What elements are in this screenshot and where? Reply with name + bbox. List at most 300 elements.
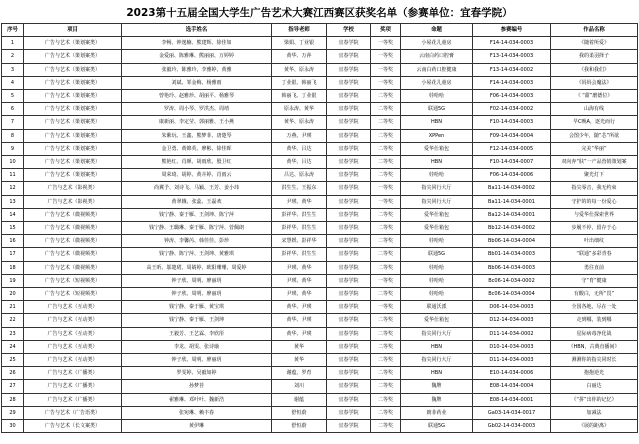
cell-entry-id: F02-14-034-0002 [473,103,551,116]
cell-topic: 娃哈哈 [401,261,473,274]
cell-advisor: 谢蕴、罗育 [272,367,327,380]
cell-topic: 小屋花儿童房 [401,76,473,89]
table-row [2,195,638,208]
cell-entry-id: Gb02-14-034-0003 [473,420,551,433]
cell-index: 5 [2,90,24,103]
table-row [2,182,638,195]
table-row [2,90,638,103]
cell-award: 一等奖 [371,37,401,50]
col-header-contestants: 选手姓名 [122,24,272,37]
cell-index: 8 [2,129,24,142]
cell-award: 一等奖 [371,274,401,287]
cell-award: 二等奖 [371,393,401,406]
cell-advisor: 黄华、原永涛 [272,116,327,129]
cell-school: 宜春学院 [327,116,371,129]
cell-entry-id: Ba11-14-034-0001 [473,195,551,208]
cell-work-title: 双向奔“肤”一产品营销策划案 [551,156,638,169]
cell-project: 广告与艺术（策划案类） [24,142,122,155]
table-row [2,116,638,129]
cell-award: 一等奖 [371,63,401,76]
cell-entry-id: Bc06-14-034-0004 [473,288,551,301]
table-row [2,327,638,340]
cell-contestants: 钟子欣、周明、廖丽玥 [122,354,272,367]
cell-project: 广告与艺术（影视类） [24,195,122,208]
cell-work-title: 有酸白，无所“畏” [551,288,638,301]
cell-entry-id: F06-14-034-0003 [473,90,551,103]
cell-advisor: 刘川 [272,380,327,393]
cell-work-title: 山海有线 [551,103,638,116]
cell-school: 宜春学院 [327,380,371,393]
cell-school: 宜春学院 [327,169,371,182]
cell-school: 宜春学院 [327,37,371,50]
cell-contestants: 高王昕、邬楚珺、周婧婷、欧阳珊珊、周爱婷 [122,261,272,274]
cell-advisor: 黄华 [272,354,327,367]
cell-advisor: 黄华、原永涛 [272,63,327,76]
cell-project: 广告与艺术（互动类） [24,314,122,327]
table-row [2,354,638,367]
cell-topic: 娃哈哈 [401,274,473,287]
cell-award: 二等奖 [371,116,401,129]
page-title: 2023第十五届全国大学生广告艺术大赛江西赛区获奖名单（参赛单位：宜春学院） [126,7,513,19]
table-row [2,156,638,169]
cell-school: 宜春学院 [327,195,371,208]
cell-contestants: 刘斌、邹金梅、杨雅雨 [122,76,272,89]
cell-topic: 联通5G [401,248,473,261]
cell-topic: HBN [401,156,473,169]
cell-award: 二等奖 [371,261,401,274]
cell-advisor: 宋慧媛、彭祥华 [272,235,327,248]
cell-index: 30 [2,420,24,433]
cell-school: 宜春学院 [327,261,371,274]
cell-school: 宜春学院 [327,406,371,419]
cell-topic: 指尖同行大厅 [401,195,473,208]
table-header-row [2,24,638,37]
cell-index: 10 [2,156,24,169]
cell-award: 二等奖 [371,288,401,301]
cell-school: 宜春学院 [327,301,371,314]
cell-entry-id: F13-14-034-0002 [473,63,551,76]
cell-contestants: 金爱丽、陈雅琳、熊丽丽、万婷婷 [122,50,272,63]
cell-entry-id: F09-14-034-0004 [473,129,551,142]
table-row [2,420,638,433]
table-row [2,288,638,301]
cell-award: 二等奖 [371,327,401,340]
cell-index: 11 [2,169,24,182]
cell-contestants: 孙梦苔 [122,380,272,393]
cell-advisor: 彭祥华、洪生生 [272,222,327,235]
cell-project: 广告与艺术（影视类） [24,182,122,195]
cell-index: 17 [2,248,24,261]
cell-work-title: 叶出细纹 [551,235,638,248]
cell-contestants: 翟雅琳、邓叶叶、魏新浩 [122,393,272,406]
cell-project: 广告与艺术（策划案类） [24,50,122,63]
cell-contestants: 张宛琳、赖丰春 [122,406,272,419]
cell-contestants: 熊艳红、肖颜、胡雨欣、殷卫红 [122,156,272,169]
cell-school: 宜春学院 [327,327,371,340]
cell-entry-id: D06-14-034-0003 [473,301,551,314]
cell-index: 16 [2,235,24,248]
cell-award: 二等奖 [371,406,401,419]
col-header-school: 学校 [327,24,371,37]
cell-contestants: 朱紫玩、王鑫、熊梦菲、唐楚琴 [122,129,272,142]
cell-index: 29 [2,406,24,419]
cell-entry-id: F10-14-034-0007 [473,156,551,169]
table-row [2,274,638,287]
cell-project: 广告与艺术（策划案类） [24,116,122,129]
table-row [2,103,638,116]
cell-advisor: 韩丽飞、丁业银 [272,90,327,103]
cell-topic: 爱华仕箱包 [401,222,473,235]
cell-entry-id: D11-14-034-0003 [473,354,551,367]
cell-topic: 朗菲药业 [401,406,473,419]
cell-topic: 指尖同行大厅 [401,182,473,195]
cell-work-title: 《妈妈会魔法》 [551,76,638,89]
cell-contestants: 钱宁静、秦于雁、王剑坤、陈宁萍 [122,208,272,221]
cell-work-title: 测测你的指尖同时长 [551,354,638,367]
cell-entry-id: F14-14-034-0003 [473,76,551,89]
cell-work-title: 守“育”健康 [551,274,638,287]
cell-entry-id: F06-14-034-0006 [473,169,551,182]
cell-award: 二等奖 [371,222,401,235]
cell-project: 广告与艺术（微视频类） [24,261,122,274]
cell-index: 28 [2,393,24,406]
cell-school: 宜春学院 [327,50,371,63]
table-row [2,406,638,419]
cell-topic: 联通5G [401,420,473,433]
cell-topic: 指尖同行大厅 [401,327,473,340]
cell-award: 二等奖 [371,340,401,353]
cell-award: 一等奖 [371,301,401,314]
cell-advisor: 尹瑛、黄华 [272,274,327,287]
cell-work-title: 《HBN，古典直播间》 [551,340,638,353]
cell-project: 广告与艺术（互动类） [24,327,122,340]
cell-award: 二等奖 [371,103,401,116]
cell-advisor: 万燕、尹瑛 [272,129,327,142]
cell-entry-id: F13-14-034-0003 [473,50,551,63]
cell-topic: 爱华仕箱包 [401,314,473,327]
cell-work-title: 抱抱逆光 [551,367,638,380]
cell-school: 宜春学院 [327,129,371,142]
cell-work-title: 星际病毒净化战 [551,327,638,340]
cell-project: 广告与艺术（短视频类） [24,274,122,287]
cell-advisor: 黄华、尹瑛 [272,301,327,314]
cell-topic: 魏牌 [401,393,473,406]
cell-work-title: 加减法 [551,406,638,419]
table-row [2,76,638,89]
cell-entry-id: Bb06-14-034-0003 [473,261,551,274]
cell-topic: 爱华仕箱包 [401,208,473,221]
table-row [2,208,638,221]
cell-index: 6 [2,103,24,116]
cell-project: 广告与艺术（策划案类） [24,63,122,76]
table-row [2,380,638,393]
cell-topic: 指尖同行大厅 [401,354,473,367]
cell-index: 20 [2,288,24,301]
cell-work-title: 《“拼”出你的记忆》 [551,393,638,406]
cell-entry-id: D11-14-034-0002 [473,327,551,340]
cell-index: 12 [2,182,24,195]
cell-school: 宜春学院 [327,354,371,367]
cell-contestants: 王毅芳、王艺霖、李欣彤 [122,327,272,340]
cell-work-title: 《 “甜”磨德位》 [551,90,638,103]
cell-entry-id: F10-14-034-0003 [473,116,551,129]
cell-entry-id: Bb12-14-034-0002 [473,222,551,235]
cell-index: 27 [2,380,24,393]
cell-work-title: 早C晚A，逐光而行 [551,116,638,129]
cell-contestants: 钟涛、李馨芮、韩佳佳、彭珍 [122,235,272,248]
cell-advisor: 舒恒蔚 [272,420,327,433]
cell-school: 宜春学院 [327,235,371,248]
cell-award: 二等奖 [371,208,401,221]
cell-work-title: 步履不停，留存于心 [551,222,638,235]
cell-entry-id: E10-14-034-0006 [473,367,551,380]
cell-school: 宜春学院 [327,222,371,235]
cell-school: 宜春学院 [327,156,371,169]
cell-index: 13 [2,195,24,208]
cell-contestants: 罗雯婷、吴毅如婷 [122,367,272,380]
cell-index: 7 [2,116,24,129]
table-row [2,142,638,155]
cell-advisor: 吕达、原永涛 [272,169,327,182]
cell-topic: 小屋花儿童房 [401,37,473,50]
cell-contestants: 钟子欣、周明、廖丽玥 [122,288,272,301]
cell-work-title: 白丽达 [551,380,638,393]
cell-project: 广告与艺术（策划案类） [24,103,122,116]
cell-work-title: 《随着所爱》 [551,37,638,50]
cell-award: 二等奖 [371,129,401,142]
cell-entry-id: E08-14-034-0001 [473,393,551,406]
cell-project: 广告与艺术（互动类） [24,340,122,353]
cell-contestants: 张毅玲、陈雅玲、李雅婷、黄雅 [122,63,272,76]
cell-contestants: 钱宁静、秦于雁、黄宝琪 [122,301,272,314]
cell-contestants: 罗涛、周小琴、罗洪杰、周靖 [122,103,272,116]
cell-contestants: 黄翠娥、张蕊、王磊欢 [122,195,272,208]
cell-contestants: 金卫勇、黄锦英、廖彬、徐佳晖 [122,142,272,155]
cell-advisor: 黄华、吕达 [272,156,327,169]
cell-entry-id: D12-14-034-0003 [473,314,551,327]
cell-advisor: 黄华、尹瑛 [272,327,327,340]
cell-advisor: 尹瑛、黄华 [272,288,327,301]
cell-work-title: 全国各地，尽在一处 [551,301,638,314]
cell-advisor: 彭祥华、洪生生 [272,248,327,261]
cell-topic: 联通5G [401,103,473,116]
cell-entry-id: F12-14-034-0005 [473,142,551,155]
cell-advisor: 舒恒蔚 [272,406,327,419]
cell-advisor: 黄华、尹瑛 [272,314,327,327]
cell-topic: 云南白药口腔健康 [401,63,473,76]
cell-project: 广告与艺术（策划案类） [24,76,122,89]
cell-topic: 娃哈哈 [401,235,473,248]
cell-project: 广告与艺术（广告语类） [24,406,122,419]
cell-index: 18 [2,261,24,274]
cell-award: 二等奖 [371,169,401,182]
cell-project: 广告与艺术（策划案类） [24,90,122,103]
cell-school: 宜春学院 [327,274,371,287]
cell-award: 二等奖 [371,156,401,169]
cell-award: 二等奖 [371,90,401,103]
cell-entry-id: D10-14-034-0003 [473,340,551,353]
cell-index: 3 [2,63,24,76]
cell-work-title: 我的柔羽择子 [551,50,638,63]
table-row [2,169,638,182]
cell-topic: HBN [401,340,473,353]
cell-award: 二等奖 [371,142,401,155]
cell-school: 宜春学院 [327,76,371,89]
cell-project: 广告与艺术（互动类） [24,354,122,367]
cell-school: 宜春学院 [327,208,371,221]
table-row [2,50,638,63]
cell-project: 广告与艺术（微视频类） [24,208,122,221]
cell-topic: 魏牌 [401,380,473,393]
cell-award: 一等奖 [371,182,401,195]
cell-topic: XPPen [401,129,473,142]
cell-index: 25 [2,354,24,367]
col-header-project: 项目 [24,24,122,37]
cell-topic: HBN [401,116,473,129]
cell-work-title: 与爱华仕探索世界 [551,208,638,221]
cell-work-title: 守护的的每一份爱心 [551,195,638,208]
cell-topic: 娃哈哈 [401,90,473,103]
cell-project: 广告与艺术（微视频类） [24,222,122,235]
cell-advisor: 梁娟、丁业银 [272,37,327,50]
table-row [2,222,638,235]
cell-school: 宜春学院 [327,420,371,433]
cell-contestants: 周荣琦、胡婷、黄卉婷、肖雨云 [122,169,272,182]
cell-contestants: 黄伊琳 [122,420,272,433]
cell-index: 26 [2,367,24,380]
cell-work-title: 《我和我们》 [551,63,638,76]
cell-contestants: 钱宁静、陈宁萍、王剑坤、黄雅琪 [122,248,272,261]
cell-project: 广告与艺术（策划案类） [24,169,122,182]
cell-advisor: 彭祥华、洪生生 [272,208,327,221]
cell-index: 24 [2,340,24,353]
cell-award: 二等奖 [371,235,401,248]
cell-contestants: 康新丽、李定莹、郭丽雅、王小燕 [122,116,272,129]
table-row [2,235,638,248]
cell-project: 广告与艺术（长文案类） [24,420,122,433]
table-row [2,248,638,261]
cell-school: 宜春学院 [327,142,371,155]
cell-entry-id: Ba12-14-034-0001 [473,208,551,221]
cell-school: 宜春学院 [327,182,371,195]
cell-school: 宜春学院 [327,288,371,301]
cell-index: 22 [2,314,24,327]
col-header-advisor: 指导老师 [272,24,327,37]
cell-award: 二等奖 [371,354,401,367]
table-row [2,367,638,380]
cell-contestants: 李畅、钟逸楠、熊建辉、徐佳如 [122,37,272,50]
cell-entry-id: Bc06-14-034-0002 [473,274,551,287]
cell-advisor: 尹瑛、黄华 [272,261,327,274]
cell-advisor: 谢蕴 [272,393,327,406]
cell-topic: 娃哈哈 [401,288,473,301]
cell-work-title: “联通”多彩青春 [551,248,638,261]
cell-work-title: 走到哪，装到哪 [551,314,638,327]
cell-award: 二等奖 [371,367,401,380]
cell-entry-id: Bb06-14-034-0004 [473,235,551,248]
table-row [2,340,638,353]
table-row [2,37,638,50]
table-row [2,314,638,327]
cell-entry-id: F14-14-034-0003 [473,37,551,50]
cell-advisor: 黄华、万萍 [272,50,327,63]
cell-index: 15 [2,222,24,235]
cell-work-title: 指尖零音，我无约束 [551,182,638,195]
cell-school: 宜春学院 [327,248,371,261]
cell-contestants: 钱宁静、秦于雁、王剑坤 [122,314,272,327]
cell-work-title: 会图少年，随“芯”所欲 [551,129,638,142]
cell-work-title: 聚光灯下 [551,169,638,182]
cell-project: 广告与艺术（策划案类） [24,156,122,169]
cell-index: 23 [2,327,24,340]
cell-index: 9 [2,142,24,155]
col-header-work-title: 作品名称 [551,24,638,37]
cell-project: 广告与艺术（互动类） [24,301,122,314]
cell-topic: 爱华仕箱包 [401,142,473,155]
col-header-award: 奖项 [371,24,401,37]
awards-table [1,23,638,433]
cell-index: 21 [2,301,24,314]
cell-contestants: 李龙、胡雯、张诗瑜 [122,340,272,353]
col-header-topic: 命题 [401,24,473,37]
cell-school: 宜春学院 [327,340,371,353]
col-header-index: 序号 [2,24,24,37]
cell-award: 二等奖 [371,248,401,261]
cell-school: 宜春学院 [327,63,371,76]
table-row [2,129,638,142]
cell-award: 二等奖 [371,420,401,433]
cell-entry-id: Ga03-14-034-0017 [473,406,551,419]
cell-topic: HBN [401,367,473,380]
col-header-entry-id: 参赛编号 [473,24,551,37]
cell-topic: 联通沃派 [401,301,473,314]
cell-project: 广告与艺术（微视频类） [24,248,122,261]
cell-contestants: 钱宁静、王璐琳、秦于雁、陈宁萍、菅佩朗 [122,222,272,235]
cell-project: 广告与艺术（广播类） [24,380,122,393]
table-row [2,393,638,406]
cell-topic: 云南白药口腔膏 [401,50,473,63]
cell-work-title: 《展的距离》 [551,420,638,433]
cell-contestants: 钟子欣、周明、廖丽玥 [122,274,272,287]
cell-contestants: 曾艳玲、赵雅珍、胡丽平、杨雅琴 [122,90,272,103]
cell-award: 一等奖 [371,195,401,208]
cell-project: 广告与艺术（广播类） [24,367,122,380]
cell-advisor: 黄华、吕达 [272,142,327,155]
cell-project: 广告与艺术（微视频类） [24,235,122,248]
cell-award: 一等奖 [371,50,401,63]
cell-school: 宜春学院 [327,367,371,380]
cell-project: 广告与艺术（策划案类） [24,37,122,50]
cell-award: 二等奖 [371,380,401,393]
cell-work-title: 完美“华丽” [551,142,638,155]
cell-advisor: 洪生生、王振东 [272,182,327,195]
cell-entry-id: Ba11-14-034-0002 [473,182,551,195]
cell-entry-id: E08-14-034-0004 [473,380,551,393]
cell-award: 一等奖 [371,76,401,89]
cell-school: 宜春学院 [327,393,371,406]
cell-index: 4 [2,76,24,89]
table-row [2,261,638,274]
cell-project: 广告与艺术（广播类） [24,393,122,406]
cell-school: 宜春学院 [327,314,371,327]
cell-topic: 娃哈哈 [401,169,473,182]
cell-project: 广告与艺术（策划案类） [24,129,122,142]
cell-entry-id: Bb01-14-034-0003 [473,248,551,261]
cell-advisor: 丁业银、韩丽飞 [272,76,327,89]
table-body [2,37,638,433]
cell-contestants: 尚翼予、刘诗飞、马颖、王芳、姜小玮 [122,182,272,195]
cell-school: 宜春学院 [327,103,371,116]
